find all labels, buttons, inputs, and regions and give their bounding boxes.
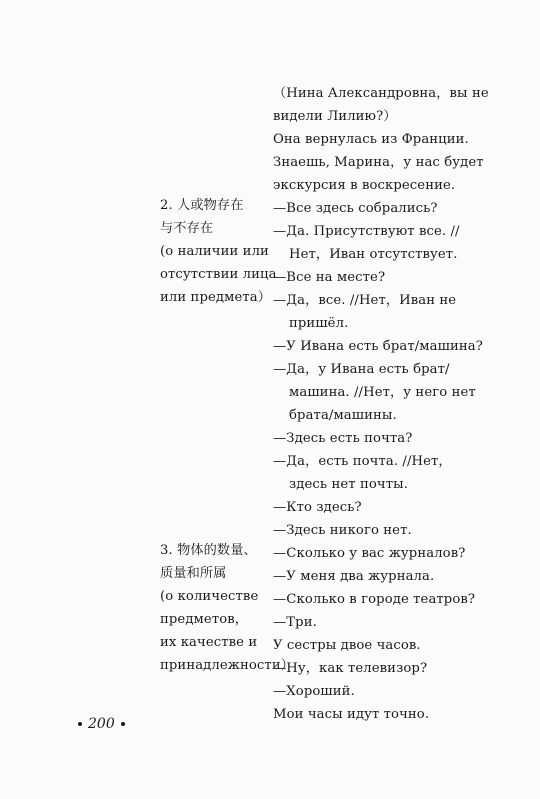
example-line: —Да，все. //Нет，Иван не	[273, 293, 457, 308]
example-line: —Все здесь собрались?	[273, 201, 438, 216]
section-2-heading-line: 2. 人或物存在	[160, 198, 244, 213]
intro-line: видели Лилию?）	[273, 109, 397, 124]
section-2-heading-line: отсутствии лица	[160, 267, 277, 282]
example-line: —Сколько в городе театров?	[273, 592, 476, 607]
section-3-heading-line: их качестве и	[160, 635, 258, 650]
example-line: пришёл.	[289, 316, 349, 331]
page-number-text: 200	[88, 716, 115, 732]
section-3-heading-line: 质量和所属	[160, 566, 227, 581]
intro-line: Знаешь, Марина，у нас будет	[273, 155, 484, 170]
intro-line: экскурсия в воскресение.	[273, 178, 456, 193]
example-line: брата/машины.	[289, 408, 397, 423]
example-line: —Да. Присутствуют все. //	[273, 224, 460, 239]
intro-line: （Нина Александровна，вы не	[273, 86, 489, 101]
section-2-heading-line: или предмета）	[160, 290, 272, 305]
example-line: —Да，у Ивана есть брат/	[273, 362, 450, 377]
example-line: машина. //Нет，у него нет	[289, 385, 476, 400]
example-line: Нет，Иван отсутствует.	[289, 247, 458, 262]
example-line: —У меня два журнала.	[273, 569, 435, 584]
section-3-heading-line: предметов，	[160, 612, 249, 627]
example-line: —У Ивана есть брат/машина?	[273, 339, 483, 354]
example-line: —Все на месте?	[273, 270, 386, 285]
section-3-heading-line: принадлежности）	[160, 658, 294, 673]
example-line: —Здесь есть почта?	[273, 431, 413, 446]
section-2-heading-line: (о наличии или	[160, 244, 269, 259]
bullet-dot-icon	[121, 722, 125, 726]
example-line: —Три.	[273, 615, 317, 630]
page-number	[72, 716, 131, 732]
example-line: —Здесь никого нет.	[273, 523, 412, 538]
example-line: —Сколько у вас журналов?	[273, 546, 466, 561]
section-3-heading-line: 3. 物体的数量、	[160, 543, 257, 558]
example-line: здесь нет почты.	[289, 477, 408, 492]
section-3-heading-line: (о количестве	[160, 589, 259, 604]
intro-line: Она вернулась из Франции.	[273, 132, 469, 147]
bullet-dot-icon	[78, 722, 82, 726]
section-2-heading-line: 与不存在	[160, 221, 214, 236]
example-line: —Хороший.	[273, 684, 355, 699]
example-line: Мои часы идут точно.	[273, 707, 430, 722]
example-line: —Да，есть почта. //Нет，	[273, 454, 452, 469]
example-line: —Ну，как телевизор?	[273, 661, 428, 676]
example-line: —Кто здесь?	[273, 500, 362, 515]
example-line: У сестры двое часов.	[273, 638, 421, 653]
